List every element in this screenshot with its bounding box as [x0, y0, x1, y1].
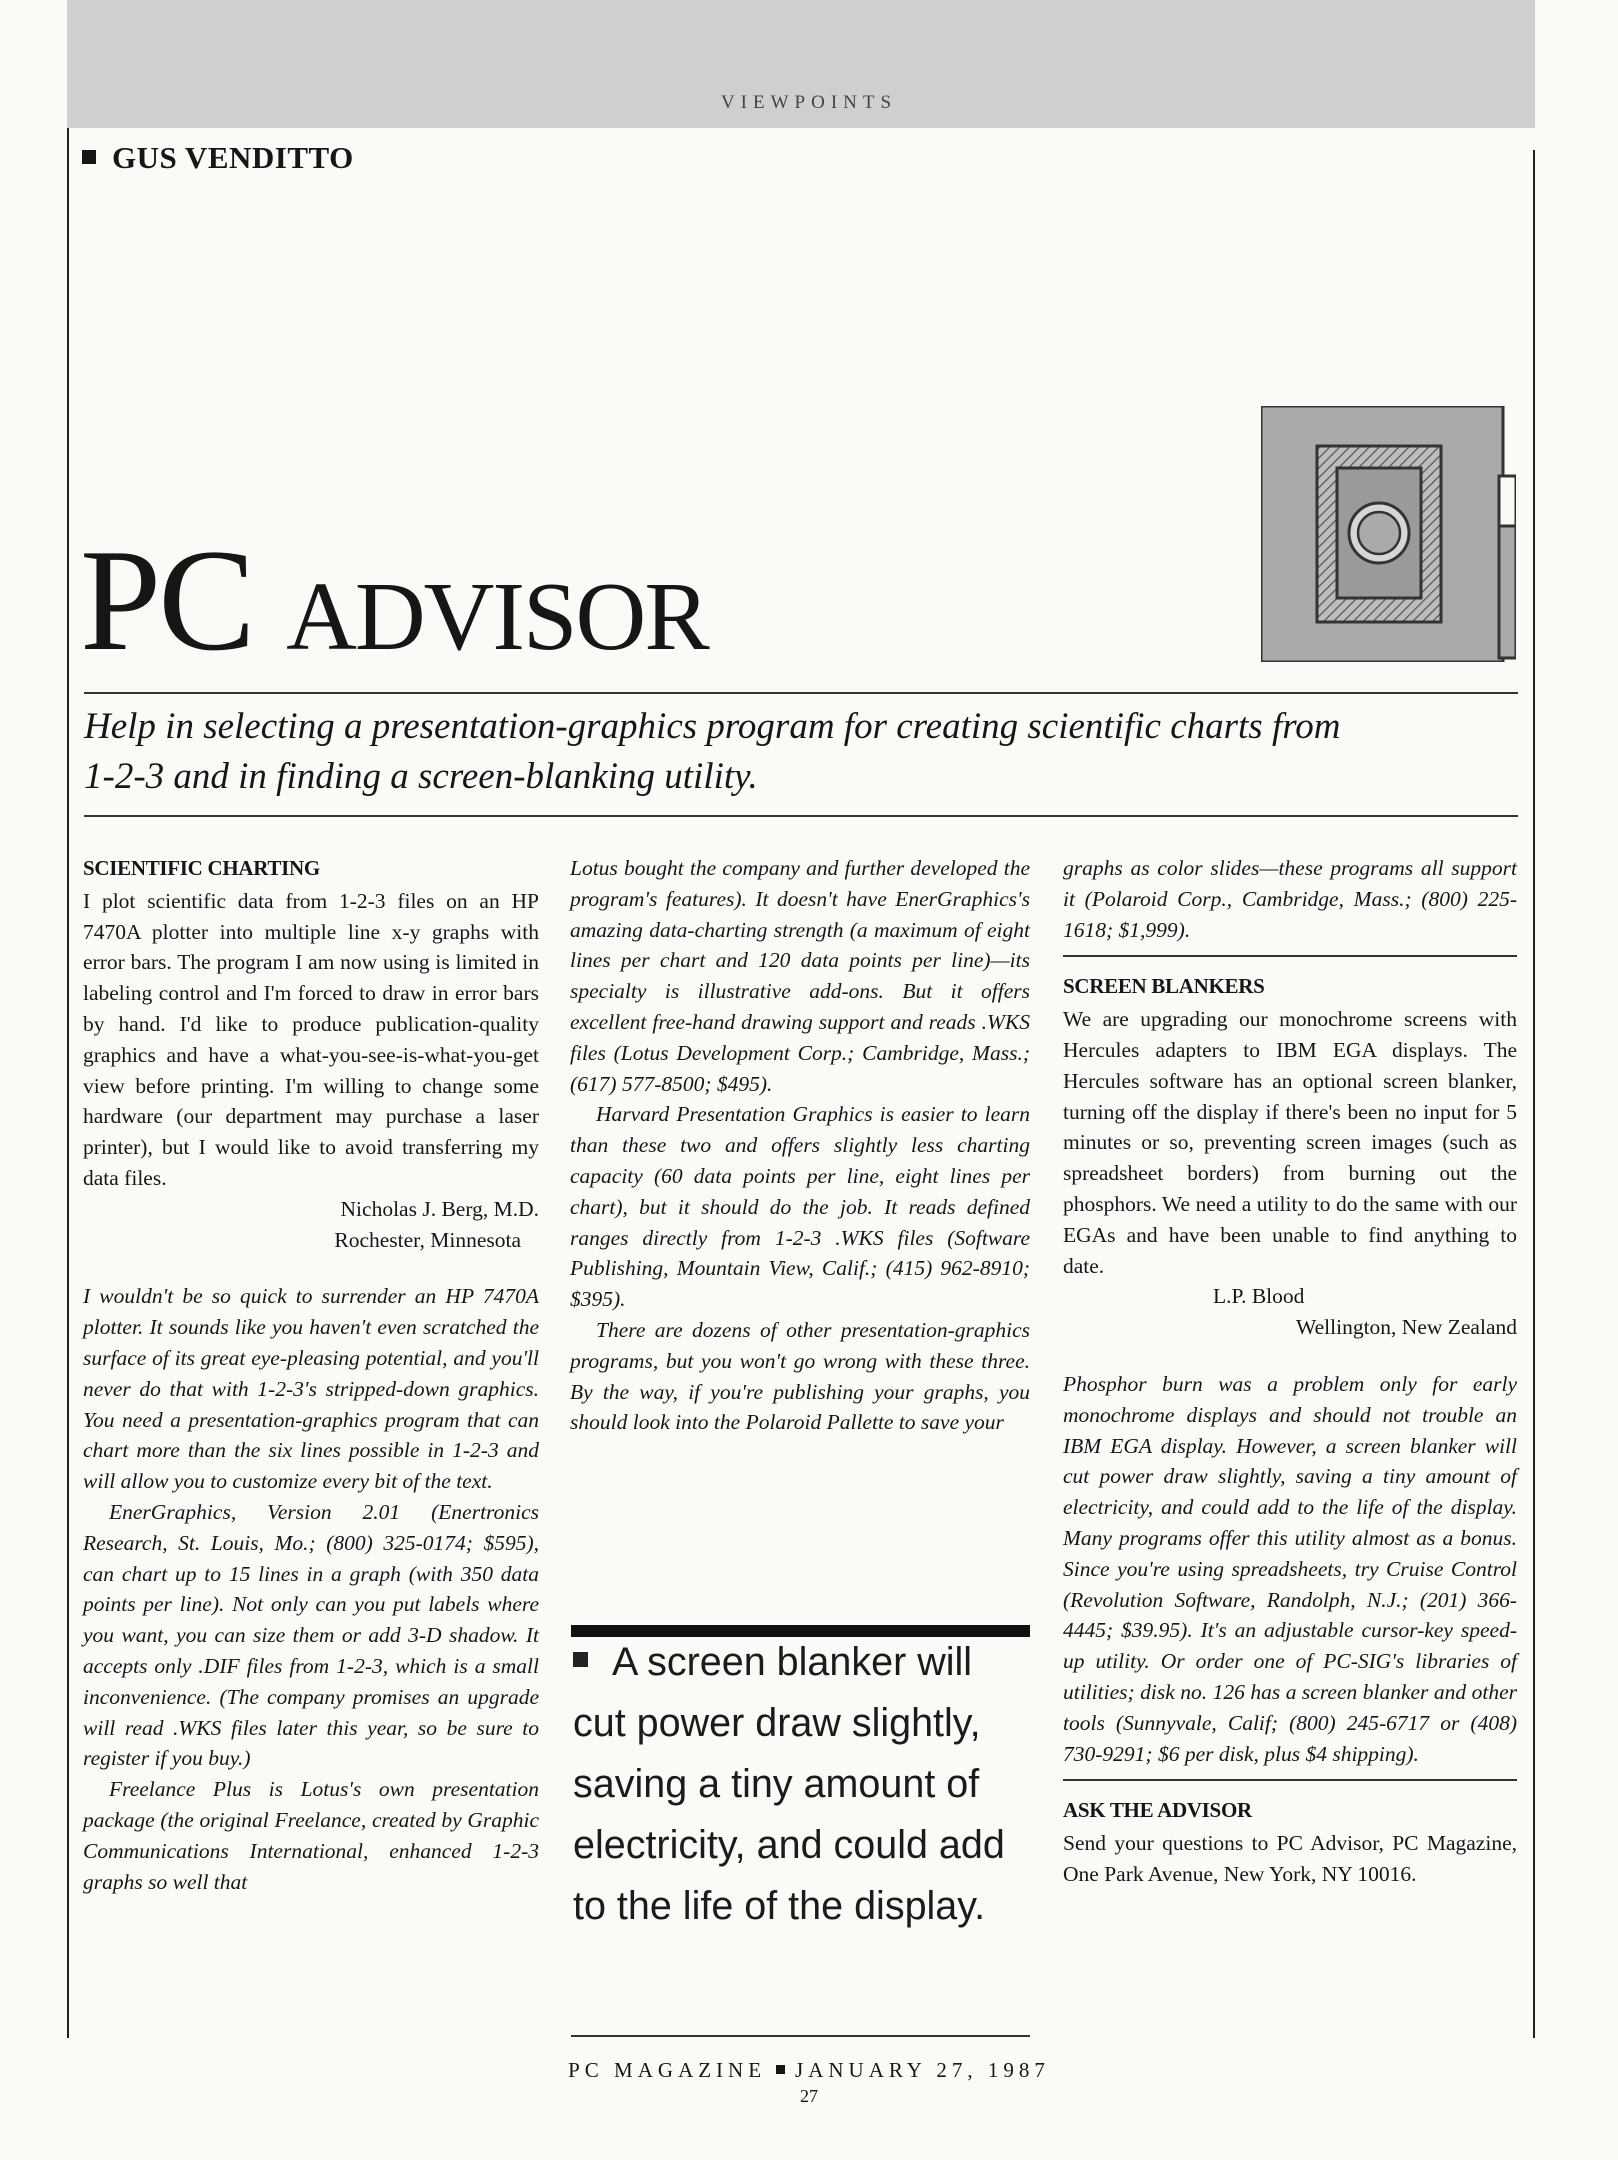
bullet-square-icon	[776, 2065, 785, 2074]
reply-paragraph: Phosphor burn was a problem only for early monochrome displays and should not trouble an IBM EGA display. However, a screen blanker will cut power draw slightly, saving a tiny amount of electricity, and could add to the life of the display. Many programs offer this utility almost as a bonus. Since you're using spreadsheets, try Cruise Control (Revolution Software, Randolph, N.J.; (201) 366-4445; $39.95). It's an adjustable cursor-key speed-up utility. Or order one of PC-SIG's libraries of utilities; disk no. 126 has a screen blanker and other tools (Sunnyvale, Calif; (800) 245-6717 or (408) 730-9291; $6 per disk, plus $4 shipping).	[1063, 1371, 1517, 1766]
reply-paragraph: EnerGraphics, Version 2.01 (Enertronics Research, St. Louis, Mo.; (800) 325-0174; $595), can chart up to 15 lines in a graph (with 350 data points per line). Not only can you put labels where you want, you can size them or add 3-D shadow. It accepts only .DIF files from 1-2-3, which is a small inconvenience. (The company promises an upgrade will read .WKS files later this year, so be sure to register if you buy.)	[83, 1499, 539, 1771]
column-3	[1063, 853, 1517, 1890]
page-footer	[0, 2058, 1618, 2083]
letter-signature-name: L.P. Blood	[1213, 1284, 1305, 1309]
pull-quote-text: A screen blanker will cut power draw slightly, saving a tiny amount of electricity, and could add to the life of the display.	[573, 1640, 1005, 1928]
reply-paragraph: I wouldn't be so quick to surrender an HP 7470A plotter. It sounds like you haven't even scratched the surface of its great eye-pleasing potential, and you'll never do that with 1-2-3's stripped-down graphics. You need a presentation-graphics program that can chart more than the six lines possible in 1-2-3 and will allow you to customize every bit of the text.	[83, 1284, 539, 1494]
column-2	[570, 853, 1030, 1438]
column-1	[83, 853, 539, 1897]
deck-subtitle	[84, 702, 1524, 802]
bullet-square-icon	[573, 1652, 588, 1667]
reply-paragraph: graphs as color slides—these programs all support it (Polaroid Corp., Cambridge, Mass.; (800) 225-1618; $1,999).	[1063, 856, 1517, 942]
letter-signature-place: Rochester, Minnesota	[334, 1227, 521, 1252]
letter-paragraph: We are upgrading our monochrome screens with Hercules adapters to IBM EGA displays. The Hercules software has an optional screen blanker, turning off the display if there's been no input for 5 minutes or so, preventing screen images (such as spreadsheet borders) from burning out the phosphors. We need a utility to do the same with our EGAs and have been unable to find anything to date.	[1063, 1007, 1517, 1278]
author-name: GUS VENDITTO	[112, 140, 354, 175]
title-pc: PC	[80, 519, 253, 681]
title-rule	[84, 692, 1518, 694]
reply-paragraph: Freelance Plus is Lotus's own presentation package (the original Freelance, created by Graphic Communications International, enhanced 1-2-3 graphs so well that	[83, 1777, 539, 1894]
frame-left-rule	[67, 128, 69, 2038]
deck-rule	[84, 815, 1518, 817]
letter-paragraph: I plot scientific data from 1-2-3 files on an HP 7470A plotter into multiple line x-y graphs with error bars. The program I am now using is limited in labeling control and I'm forced to draw in error bars by hand. I'd like to produce publication-quality graphics and have a what-you-see-is-what-you-get view before printing. I'm willing to change some hardware (our department may purchase a laser printer), but I would like to avoid transferring my data files.	[83, 888, 539, 1190]
letter-signature-name: Nicholas J. Berg, M.D.	[340, 1196, 539, 1221]
deck-line-1: Help in selecting a presentation-graphics program for creating scientific charts from	[84, 706, 1341, 747]
letter-signature-place: Wellington, New Zealand	[1296, 1315, 1517, 1340]
pull-quote-rule	[571, 2035, 1030, 2037]
reply-paragraph: Lotus bought the company and further developed the program's features). It doesn't have EnerGraphics's amazing data-charting strength (a maximum of eight lines per chart and 120 data points per line)—its specialty is illustrative add-ons. But it offers excellent free-hand drawing support and reads .WKS files (Lotus Development Corp.; Cambridge, Mass.; (617) 577-8500; $495).	[570, 856, 1030, 1096]
heading-scientific-charting: SCIENTIFIC CHARTING	[83, 856, 320, 880]
section-divider	[1063, 955, 1517, 957]
section-divider	[1063, 1779, 1517, 1781]
chip-logo-icon	[1261, 406, 1516, 662]
reply-paragraph: There are dozens of other presentation-graphics programs, but you won't go wrong with these three. By the way, if you're publishing your graphs, you should look into the Polaroid Pallette to save your	[570, 1317, 1030, 1435]
title-advisor: ADVISOR	[286, 563, 708, 671]
footer-date: JANUARY 27, 1987	[795, 2058, 1050, 2082]
footer-magazine: PC MAGAZINE	[568, 2058, 767, 2082]
reply-paragraph: Harvard Presentation Graphics is easier to learn than these two and offers slightly less charting capacity (60 data points per line, eight lines per chart), but it should do the job. It reads defined ranges directly from 1-2-3 .WKS files (Software Publishing, Mountain View, Calif.; (415) 962-8910; $395).	[570, 1102, 1030, 1312]
heading-screen-blankers: SCREEN BLANKERS	[1063, 974, 1265, 999]
page-title	[80, 519, 708, 692]
pull-quote	[573, 1632, 1025, 1937]
section-tag: VIEWPOINTS	[720, 92, 898, 113]
page-number: 27	[800, 2086, 818, 2106]
author-byline	[82, 140, 354, 176]
frame-right-rule	[1533, 150, 1535, 2038]
bullet-square-icon	[82, 150, 96, 164]
heading-ask-the-advisor: ASK THE ADVISOR	[1063, 1798, 1252, 1823]
ask-paragraph: Send your questions to PC Advisor, PC Magazine, One Park Avenue, New York, NY 10016.	[1063, 1831, 1517, 1886]
deck-line-2: 1-2-3 and in finding a screen-blanking utility.	[84, 756, 758, 797]
